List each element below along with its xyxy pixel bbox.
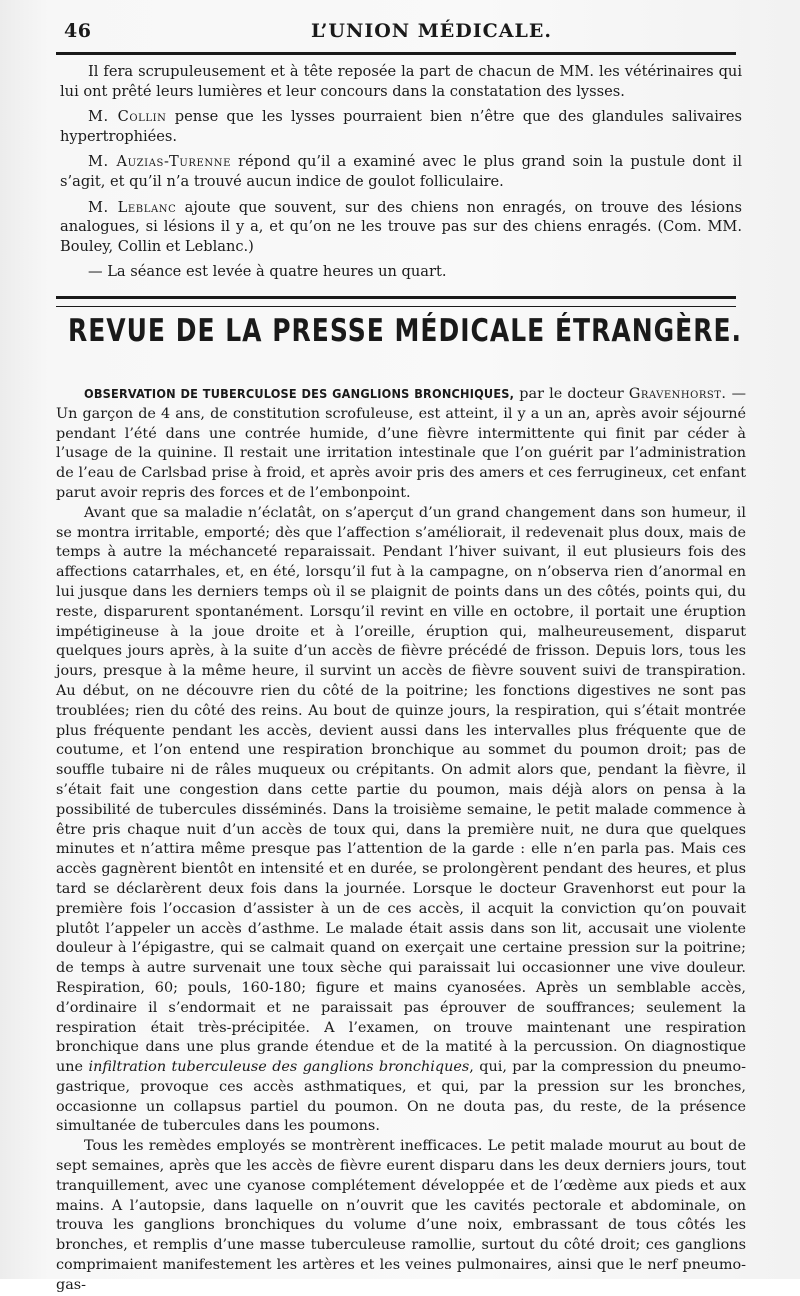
running-title: L’UNION MÉDICALE. [311, 20, 552, 42]
page-number: 46 [64, 20, 92, 42]
header-rule [56, 52, 736, 55]
speaker-text: répond qu’il a examiné avec le plus grand soin la pustule dont il s’agit, et qu’il n’a trouvé aucun indice de goulot folliculaire. [60, 153, 743, 190]
speaker-name: M. Collin [88, 108, 167, 126]
speaker-text: ajoute que souvent, sur des chiens non enragés, on trouve des lésions analogues, si lésions il y a, et qu’on ne les trouve pas sur des chiens enragés. (Com. MM. Bouley, Collin et Leblanc.) [60, 198, 742, 255]
section-rule-thin [56, 306, 736, 307]
meeting-minutes [60, 62, 742, 282]
article-title: OBSERVATION DE TUBERCULOSE DES GANGLIONS BRONCHIQUES, [84, 386, 515, 401]
meeting-paragraph: Il fera scrupuleusement et à tête reposée la part de chacun de MM. les vétérinaires qui lui ont prêté leurs lumières et leur concours dans la constatation des lysses. [60, 63, 742, 100]
meeting-paragraph [60, 107, 742, 146]
article-paragraph: Tous les remèdes employés se montrèrent inefficaces. Le petit malade mourut au bout de sept semaines, après que les accès de fièvre eurent disparu dans les deux derniers jours, tout tranquillement, avec une cyanose complétement développée et de l’œdème aux pieds et aux mains. A l’autopsie, dans laquelle on n’ouvrit que les cavités pectorale et abdominale, on trouva les ganglions bronchiques du volume d’une noix, embrassant de tous côtés les bronches, et remplis d’une masse tuberculeuse ramollie, surtout du côté droit; ces ganglions comprimaient manifestement les artères et les veines pulmonaires, ainsi que le nerf pneumo-gas- [56, 1138, 746, 1293]
article-byline: par le docteur [514, 386, 629, 402]
speaker-name: M. Leblanc [88, 198, 177, 216]
article-text: , qui, par la compression du pneumo-gastrique, provoque ces accès asthmatiques, et qui, par la pression sur les bronches, occasionne un collapsus partiel du poumon. On ne douta pas, du reste, de la présence simultanée de tubercules dans les poumons. [56, 1059, 746, 1135]
page-header [56, 18, 746, 46]
article-text: — Un garçon de 4 ans, de constitution scrofuleuse, est atteint, il y a un an, après avoir séjourné pendant l’été dans une contrée humide, d’une fièvre intermittente qui finit par céder à l’usage de la quinine. Il restait une irritation intestinale que l’on guérit par l’administration de l’eau de Carlsbad prise à froid, et après avoir pris des amers et ces ferrugineux, cet enfant parut avoir repris des forces et de l’embonpoint. [56, 386, 746, 501]
article-paragraph [56, 384, 746, 504]
article-text: Avant que sa maladie n’éclatât, on s’aperçut d’un grand changement dans son humeur, il se montra irritable, emporté; dès que l’affection s’améliorait, il redevenait plus doux, mais de temps à autre la méchanceté reparaissait. Pendant l’hiver suivant, il eut plusieurs fois des affections catarrhales, et, en été, lorsqu’il fut à la campagne, on n’observa rien d’anormal en lui jusque dans les derniers temps où il se plaignit de points dans un des côtés, points qui, du reste, disparurent spontanément. Lorsqu’il revint en ville en octobre, il portait une éruption impétigineuse à la joue droite et à l’oreille, éruption qui, malheureusement, disparut quelques jours après, à la suite d’un accès de fièvre précédé de frisson. Depuis lors, tous les jours, presque à la même heure, il survint un accès de fièvre souvent suivi de transpiration. Au début, on ne découvre rien du côté de la poitrine; les fonctions digestives ne sont pas troublées; rien du côté des reins. Au bout de quinze jours, la respiration, qui s’était montrée plus fréquente pendant les accès, devient aussi dans les intervalles plus fréquente que de coutume, et l’on entend une respiration bronchique au sommet du poumon droit; pas de souffle tubaire ni de râles muqueux ou crépitants. On admit alors que, pendant la fièvre, il s’était fait une congestion dans cette partie du poumon, mais déjà alors on pensa à la possibilité de tubercules disséminés. Dans la troisième semaine, le petit malade commence à être pris chaque nuit d’un accès de toux qui, dans la première nuit, ne dura que quelques minutes et n’attira même presque pas l’attention de la garde : elle n’en parla pas. Mais ces accès gagnèrent bientôt en intensité et en durée, se prolongèrent pendant des heures, et plus tard se déclarèrent deux fois dans la journée. Lorsque le docteur Gravenhorst eut pour la première fois l’occasion d’assister à un de ces accès, il acquit la conviction qu’on pouvait plutôt l’appeler un accès d’asthme. Le malade était assis dans son lit, accusait une violente douleur à l’épigastre, qui se calmait quand on exerçait une certaine pression sur la poitrine; de temps à autre survenait une toux sèche qui paraissait lui occasionner une vive douleur. Respiration, 60; pouls, 160-180; figure et mains cyanosées. Après un semblable accès, d’ordinaire il s’endormait et ne paraissait pas éprouver de souffrances; seulement la respiration était très-précipitée. A l’examen, on trouve maintenant une respiration bronchique dans une plus grande étendue et de la matité à la percussion. On diagnostique une [56, 504, 746, 1076]
speaker-text: pense que les lysses pourraient bien n’être que des glandules salivaires hypertrophiées. [60, 108, 742, 145]
speaker-name: M. Auzias-Turenne [88, 153, 232, 171]
meeting-paragraph [60, 152, 742, 191]
diagnosis-italic: infiltration tuberculeuse des ganglions bronchiques [88, 1059, 470, 1076]
section-rule-thick [56, 296, 736, 299]
article-author: Gravenhorst. [628, 386, 727, 402]
article-body [56, 384, 746, 1296]
article-paragraph [56, 504, 746, 1138]
meeting-closing: — La séance est levée à quatre heures un quart. [88, 263, 447, 281]
meeting-paragraph [60, 198, 742, 257]
section-title: REVUE DE LA PRESSE MÉDICALE ÉTRANGÈRE. [67, 312, 743, 349]
